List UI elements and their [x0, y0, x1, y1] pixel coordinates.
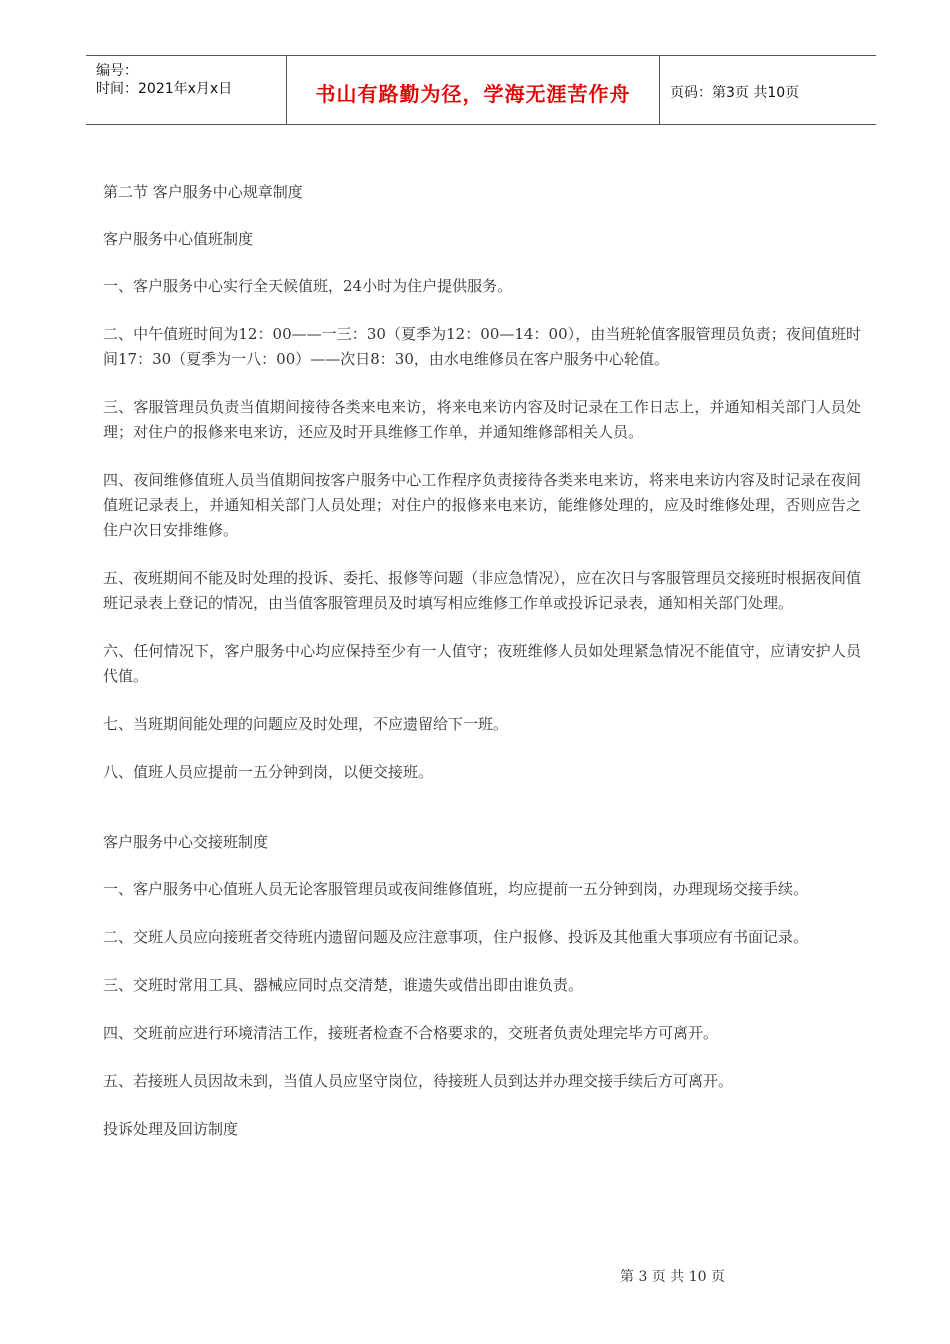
- duty-rule-3: 三、客服管理员负责当值期间接待各类来电来访，将来电来访内容及时记录在工作日志上，并通知相关部门人员处理；对住户的报修来电来访，还应及时开具维修工作单，并通知维修部相关人员。: [103, 398, 861, 441]
- duty-rule-2: 二、中午值班时间为12：00——一三：30（夏季为12：00—14：00），由当班轮值客服管理员负责；夜间值班时间17：30（夏季为一八：00）——次日8：30，由水电维修员在客户服务中心轮值。: [103, 325, 861, 368]
- complaint-policy-title: 投诉处理及回访制度: [103, 1120, 239, 1138]
- duty-rule-7: 七、当班期间能处理的问题应及时处理，不应遗留给下一班。: [103, 715, 509, 733]
- handover-policy-title: 客户服务中心交接班制度: [103, 833, 269, 851]
- page-header: [86, 55, 876, 125]
- handover-rule-5: 五、若接班人员因故未到，当值人员应坚守岗位，待接班人员到达并办理交接手续后方可离开。: [103, 1072, 734, 1090]
- page-footer-number: 第 3 页 共 10 页: [620, 1269, 725, 1285]
- header-left-cell: [86, 56, 287, 124]
- handover-rule-2: 二、交班人员应向接班者交待班内遗留问题及应注意事项，住户报修、投诉及其他重大事项应有书面记录。: [103, 928, 809, 946]
- duty-rule-6: 六、任何情况下，客户服务中心均应保持至少有一人值守；夜班维修人员如处理紧急情况不能值守，应请安护人员代值。: [103, 642, 861, 685]
- header-middle-cell: [287, 56, 660, 124]
- duty-rule-4: 四、夜间维修值班人员当值期间按客户服务中心工作程序负责接待各类来电来访，将来电来访内容及时记录在夜间值班记录表上，并通知相关部门人员处理；对住户的报修来电来访，能维修处理的，应及时维修处理，否则应告之住户次日安排维修。: [103, 471, 861, 539]
- duty-rule-5: 五、夜班期间不能及时处理的投诉、委托、报修等问题（非应急情况），应在次日与客服管理员交接班时根据夜间值班记录表上登记的情况，由当值客服管理员及时填写相应维修工作单或投诉记录表，通知相关部门处理。: [103, 569, 861, 612]
- handover-rule-1: 一、客户服务中心值班人员无论客服管理员或夜间维修值班，均应提前一五分钟到岗，办理现场交接手续。: [103, 880, 809, 898]
- handover-rule-4: 四、交班前应进行环境清洁工作，接班者检查不合格要求的，交班者负责处理完毕方可离开。: [103, 1024, 719, 1042]
- header-page-info: 页码：第3页 共10页: [670, 85, 800, 101]
- duty-policy-title: 客户服务中心值班制度: [103, 230, 254, 248]
- document-number-label: 编号：: [96, 63, 138, 79]
- document-body: [103, 180, 861, 1142]
- document-time-label: 时间：2021年x月x日: [96, 81, 233, 97]
- duty-rule-8: 八、值班人员应提前一五分钟到岗，以便交接班。: [103, 763, 434, 781]
- header-motto: 书山有路勤为径，学海无涯苦作舟: [315, 82, 631, 106]
- handover-rule-3: 三、交班时常用工具、器械应同时点交清楚，谁遗失或借出即由谁负责。: [103, 976, 584, 994]
- header-right-cell: [660, 56, 876, 124]
- duty-rule-1: 一、客户服务中心实行全天候值班，24小时为住户提供服务。: [103, 277, 513, 295]
- section-title: 第二节 客户服务中心规章制度: [103, 183, 303, 201]
